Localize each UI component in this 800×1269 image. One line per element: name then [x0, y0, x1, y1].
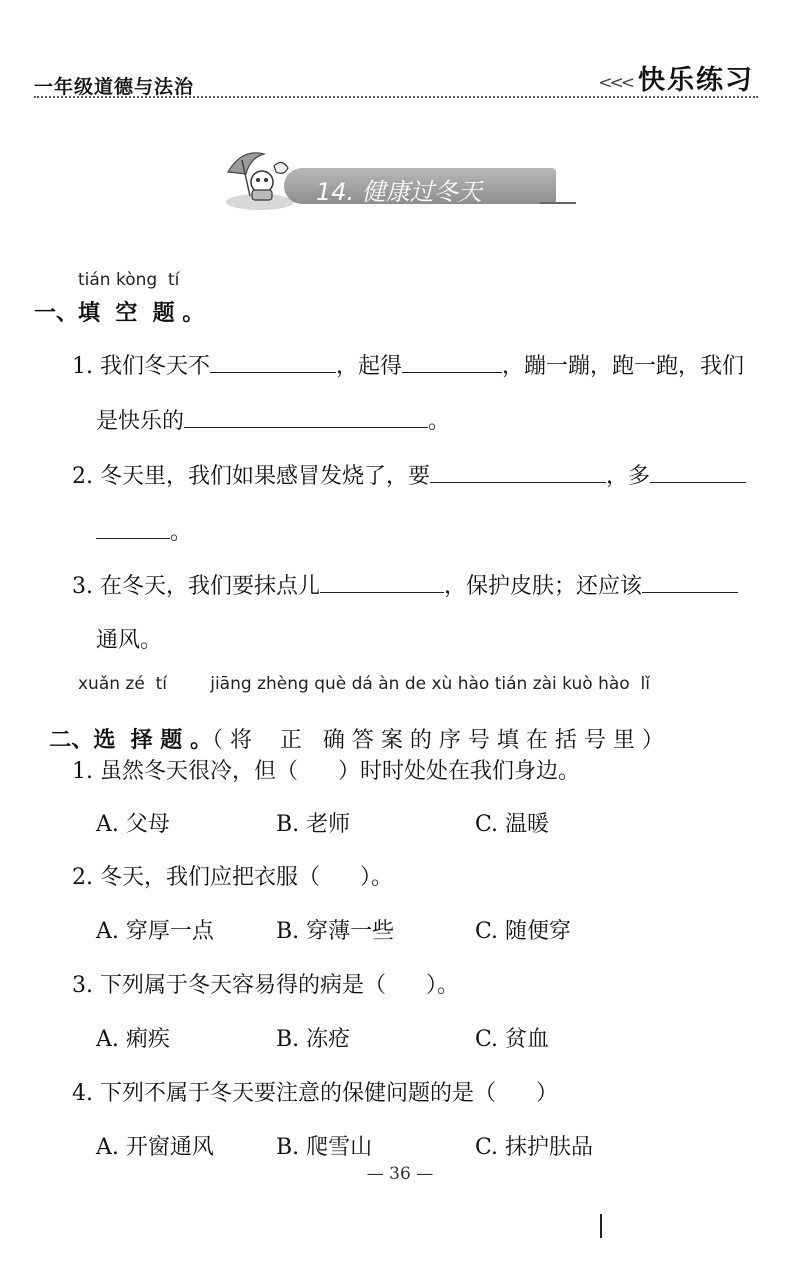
subject-title: 一年级道德与法治 — [34, 76, 195, 98]
answer-blank[interactable] — [642, 570, 738, 593]
brand-label: 快乐练习 — [638, 65, 754, 96]
option-c[interactable]: C. 贫血 — [475, 1027, 550, 1052]
option-c[interactable]: C. 随便穿 — [475, 919, 572, 944]
title-underline — [540, 202, 576, 204]
s1-question-3-line2: 通风。 — [96, 628, 163, 653]
section1-heading: 一、填 空 题 。 — [34, 301, 205, 326]
header-divider — [34, 96, 758, 98]
option-b[interactable]: B. 爬雪山 — [276, 1135, 373, 1160]
option-c[interactable]: C. 温暖 — [475, 812, 550, 837]
s2-question-2: 2. 冬天，我们应把衣服（ ）。 — [72, 865, 393, 890]
option-b[interactable]: B. 冻疮 — [276, 1027, 351, 1052]
section2-heading: 二、选 择 题 。（ 将 正 确 答 案 的 序 号 填 在 括 号 里 ） — [49, 728, 664, 753]
s2-question-2-options — [0, 914, 800, 944]
section2-instruction: （ 将 正 确 答 案 的 序 号 填 在 括 号 里 ） — [211, 728, 664, 753]
option-c[interactable]: C. 抹护肤品 — [475, 1135, 594, 1160]
section2-pinyin: xuǎn zé tí jiāng zhèng què dá àn de xù hào tián zài kuò hào lǐ — [78, 674, 650, 694]
s2-question-3-options — [0, 1022, 800, 1052]
brand-title — [598, 58, 754, 97]
answer-blank[interactable] — [96, 516, 170, 539]
answer-blank[interactable] — [430, 460, 606, 483]
margin-mark — [600, 1214, 602, 1238]
s1-question-2-line1: 2. 冬天里，我们如果感冒发烧了，要 ，多 — [72, 459, 746, 490]
s2-question-4-options — [0, 1130, 800, 1160]
option-a[interactable]: A. 开窗通风 — [96, 1135, 214, 1160]
chevrons-icon: <<< — [598, 73, 632, 93]
s2-question-4: 4. 下列不属于冬天要注意的保健问题的是（ ） — [72, 1081, 559, 1106]
s2-question-3: 3. 下列属于冬天容易得的病是（ ）。 — [72, 973, 459, 998]
s1-question-3-line1: 3. 在冬天，我们要抹点儿 ，保护皮肤；还应该 — [72, 569, 738, 600]
answer-blank[interactable] — [402, 350, 502, 373]
s1-question-1-line1: 1. 我们冬天不 ，起得 ，蹦一蹦，跑一跑，我们 — [72, 349, 744, 380]
answer-blank[interactable] — [320, 570, 444, 593]
lesson-title: 14. 健康过冬天 — [316, 178, 482, 206]
option-a[interactable]: A. 痢疾 — [96, 1027, 170, 1052]
page-number: — 36 — — [366, 1164, 434, 1184]
answer-blank[interactable] — [650, 460, 746, 483]
s1-question-2-line2: 。 — [96, 515, 192, 546]
s1-question-1-line2: 是快乐的 。 — [96, 404, 450, 435]
option-a[interactable]: A. 父母 — [96, 812, 170, 837]
answer-blank[interactable] — [184, 405, 428, 428]
option-a[interactable]: A. 穿厚一点 — [96, 919, 214, 944]
s2-question-1: 1. 虽然冬天很冷，但（ ）时时处处在我们身边。 — [72, 759, 580, 784]
s2-question-1-options — [0, 807, 800, 837]
option-b[interactable]: B. 老师 — [276, 812, 351, 837]
section1-pinyin: tián kòng tí — [78, 270, 180, 290]
option-b[interactable]: B. 穿薄一些 — [276, 919, 395, 944]
answer-blank[interactable] — [210, 350, 336, 373]
lesson-banner — [220, 146, 580, 212]
